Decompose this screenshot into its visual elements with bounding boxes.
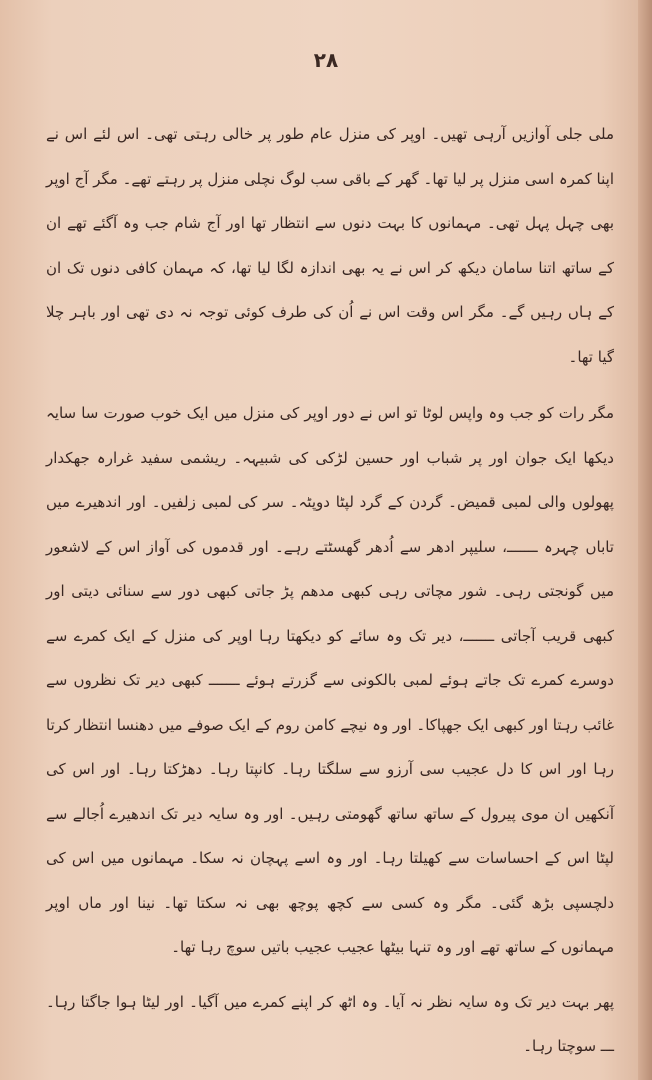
- paragraph-1: ملی جلی آوازیں آرہی تھیں۔ اوپر کی منزل عام طور پر خالی رہتی تھی۔ اس لئے اس نے اپنا کمرہ اسی منزل پر لیا تھا۔ گھر کے باقی سب لوگ نچلی منزل پر رہتے تھے۔ مگر آج اوپر بھی چہل پہل تھی۔ مہمانوں کا بہت دنوں سے انتظار تھا اور آج شام جب وہ آگئے تھے ان کے ساتھ اتنا سامان دیکھ کر اس نے یہ بھی اندازہ لگا لیا تھا، کہ مہمان کافی دنوں تک ان کے ہاں رہیں گے۔ مگر اس وقت اس نے اُن کی طرف کوئی توجہ نہ دی تھی اور باہر چلا گیا تھا۔: [45, 125, 614, 366]
- page-number: ۲۸: [313, 48, 339, 72]
- urdu-text-body: [46, 112, 614, 1069]
- paragraph-2: مگر رات کو جب وہ واپس لوٹا تو اس نے دور اوپر کی منزل میں ایک خوب صورت سا سایہ دیکھا ایک جوان اور پر شباب اور حسین لڑکی کی شبیہہ۔ ریشمی سفید غرارہ جھکدار پھولوں والی لمبی قمیض۔ گردن کے گرد لپٹا دوپٹہ۔ سر کی لمبی زلفیں۔ اور اندھیرے میں تاباں چہرہ ـــــــ، سلیپر ادھر سے اُدھر گھسٹتے رہے۔ اور قدموں کی آواز اس کے لاشعور میں گونجتی رہی۔ شور مچاتی رہی کبھی مدھم پڑ جاتی کبھی دور سے سنائی دیتی اور کبھی قریب آجاتی ـــــــ، دیر تک وہ سائے کو دیکھتا رہا اوپر کی منزل کے ایک کمرے سے دوسرے کمرے تک جاتے ہوئے لمبی بالکونی سے گزرتے ہوئے ـــــــ کبھی دیر تک نظروں سے غائب رہتا اور کبھی ایک جھپاکا۔ اور وہ نیچے کامن روم کے ایک صوفے میں دھنسا انتظار کرتا رہا اور اس کا دل عجیب سی آرزو سے سلگتا رہا۔ کانپتا رہا۔ دھڑکتا رہا۔ اور اس کی آنکھیں ان موی پیرول کے ساتھ ساتھ گھومتی رہیں۔ اور وہ سایہ دیر تک اندھیرے اُجالے سے لپٹا اس کے احساسات سے کھیلتا رہا۔ اور وہ اسے پہچان نہ سکا۔ مہمانوں میں اس کی دلچسپی بڑھ گئی۔ مگر وہ کسی سے کچھ پوچھ بھی نہ سکتا تھا۔ نینا اور ماں اوپر مہمانوں کے ساتھ تھے اور وہ تنہا بیٹھا عجیب عجیب باتیں سوچ رہا تھا۔: [46, 404, 614, 956]
- page-edge-shadow: [638, 0, 652, 1080]
- paragraph-3: پھر بہت دیر تک وہ سایہ نظر نہ آیا۔ وہ اٹھ کر اپنے کمرے میں آگیا۔ اور لیٹا ہوا جاگتا رہا۔ ـــ سوچتا رہا۔: [46, 992, 614, 1055]
